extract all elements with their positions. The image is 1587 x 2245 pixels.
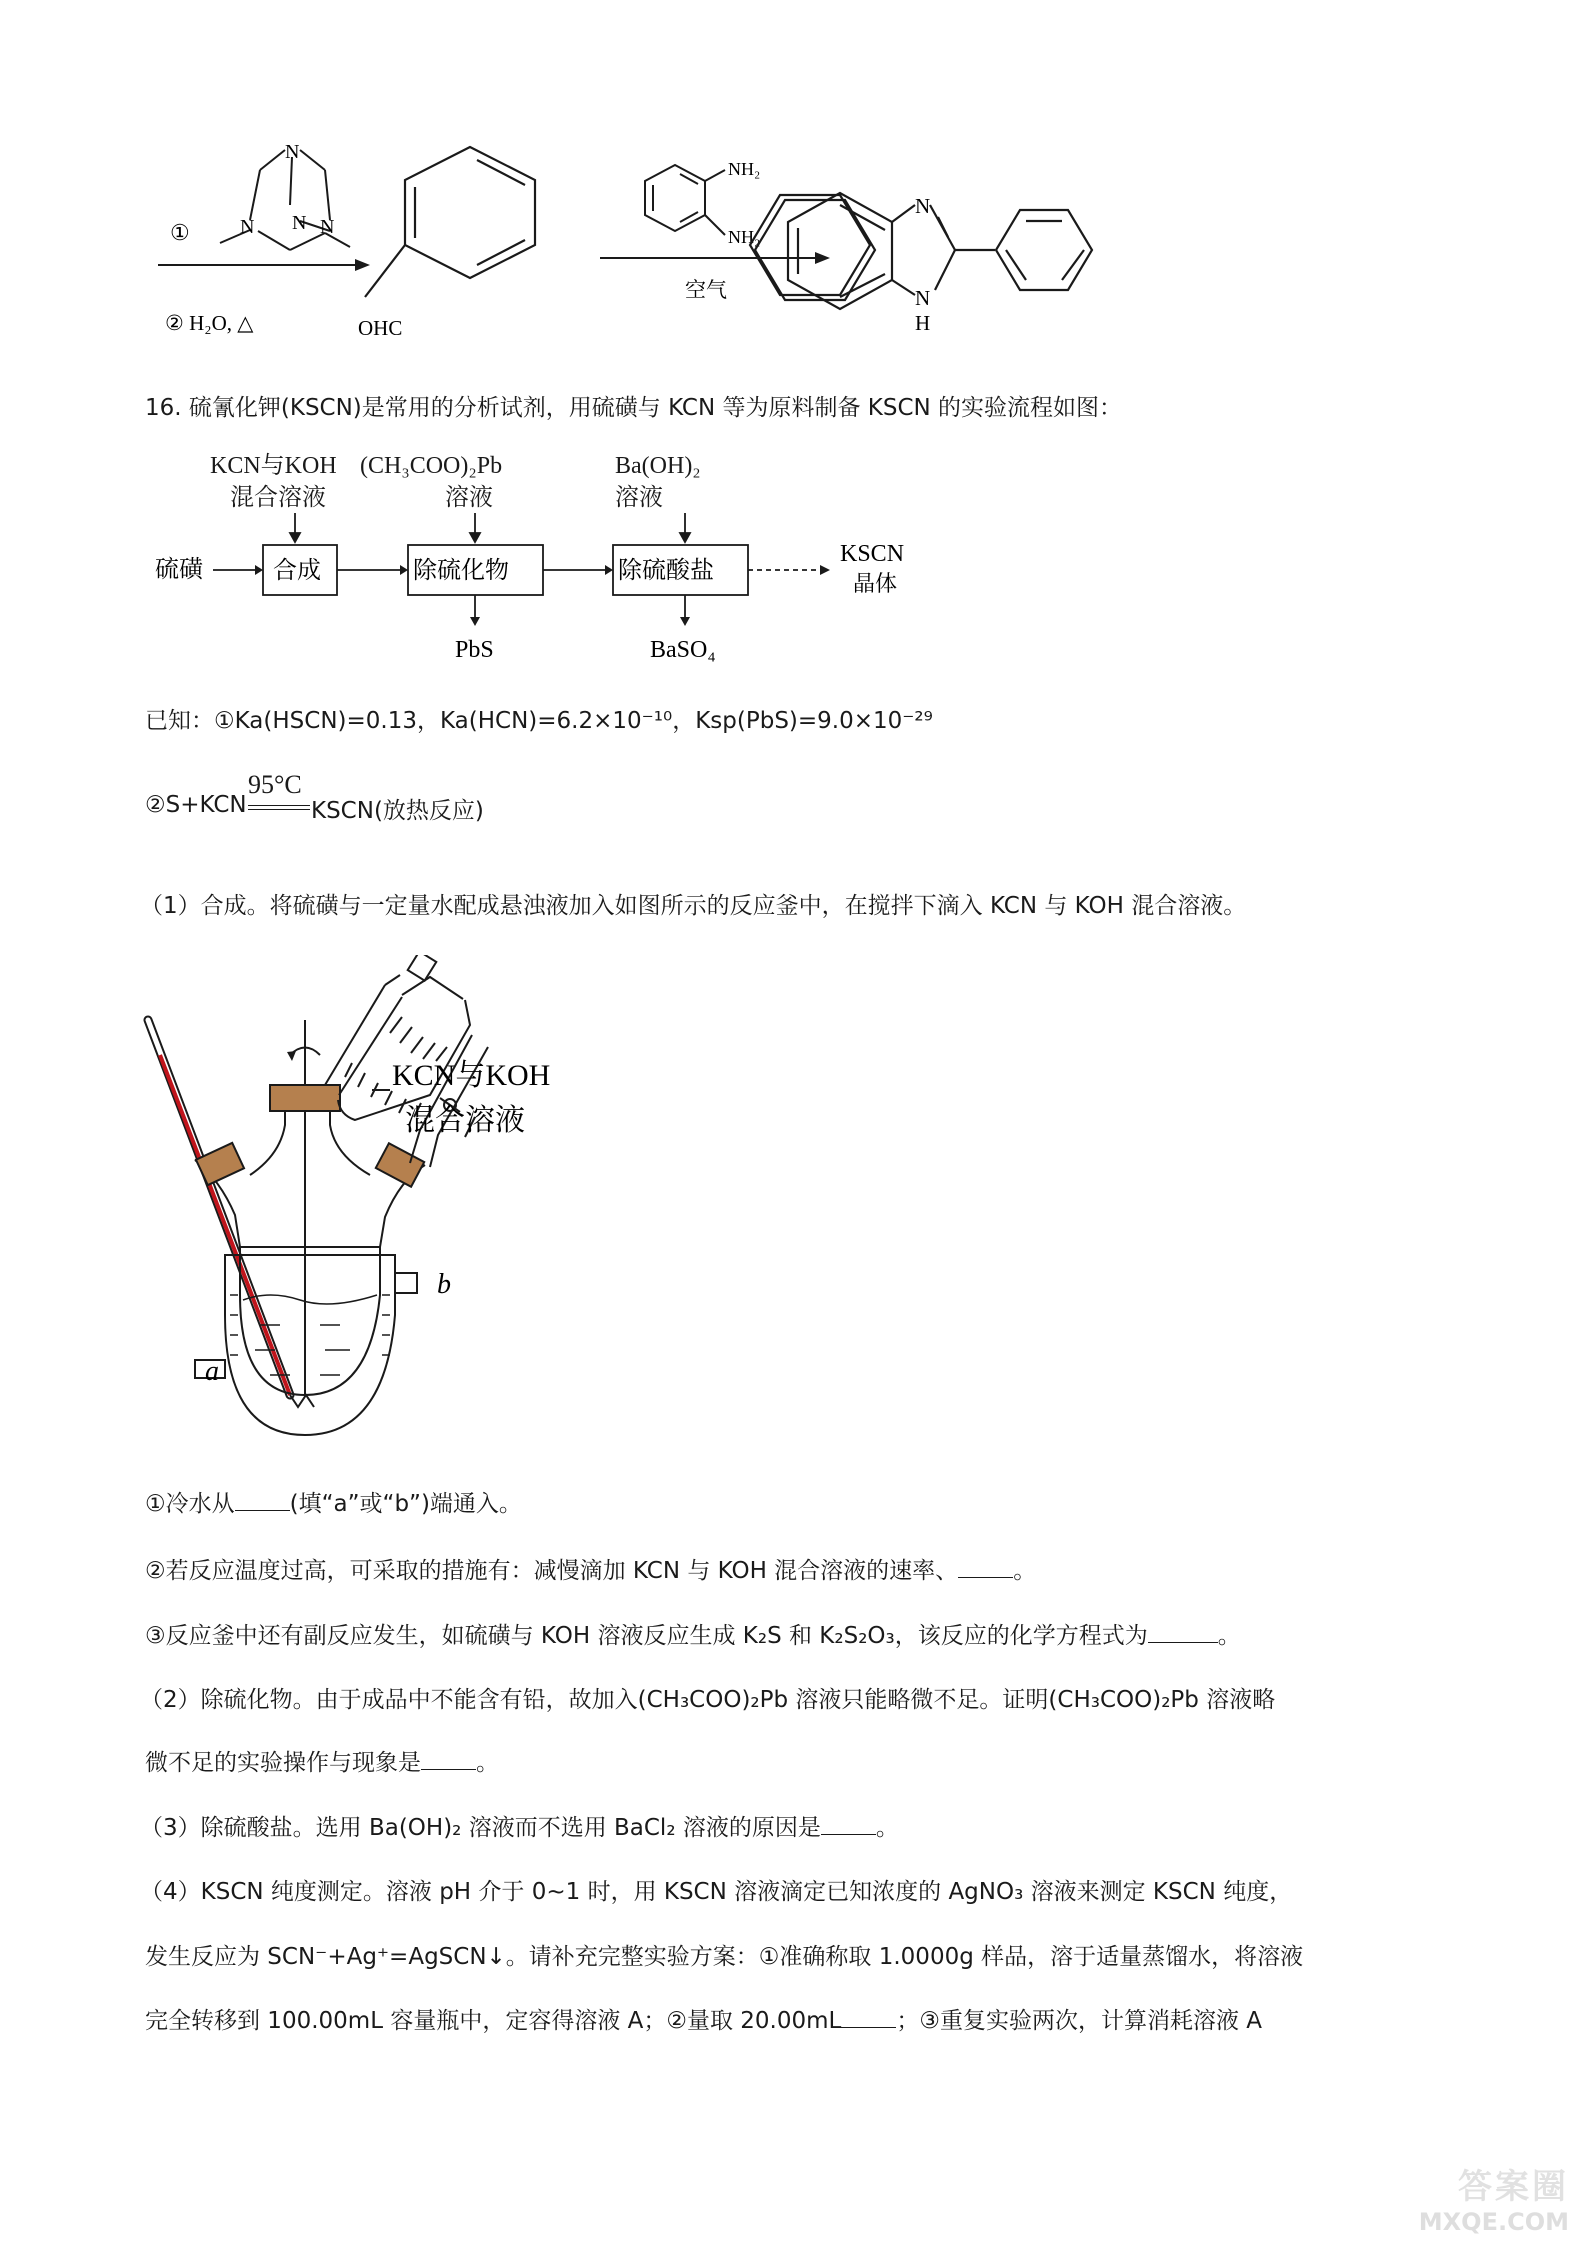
answer-blank-1-1[interactable] bbox=[235, 1490, 290, 1511]
nh2-top: NH₂ bbox=[728, 159, 761, 179]
output2: PbS bbox=[455, 637, 494, 663]
benzimidazole-structure bbox=[750, 195, 875, 300]
question-1-3: ③反应釜中还有副反应发生，如硫磺与 KOH 溶液反应生成 K₂S 和 K₂S₂O₃，该反应的化学方程式为 。 bbox=[145, 1623, 1241, 1649]
question-4-line3: 完全转移到 100.00mL 容量瓶中，定容得溶液 A；②量取 20.00mL ；③重复实验两次，计算消耗溶液 A bbox=[145, 2008, 1263, 2034]
flow-start: 硫磺 bbox=[155, 555, 203, 583]
arrow2-condition: 空气 bbox=[685, 278, 727, 302]
benzaldehyde-structure bbox=[365, 147, 535, 297]
question-2-line1: （2）除硫化物。由于成品中不能含有铅，故加入(CH₃COO)₂Pb 溶液只能略微不足。证明(CH₃COO)₂Pb 溶液略 bbox=[140, 1687, 1276, 1713]
known-2 bbox=[145, 770, 705, 830]
product-n: N bbox=[915, 194, 931, 218]
answer-blank-2[interactable] bbox=[421, 1749, 476, 1770]
step1-label: ① bbox=[170, 220, 190, 245]
question-2-line2: 微不足的实验操作与现象是 。 bbox=[145, 1750, 499, 1776]
process-flowchart bbox=[145, 445, 965, 675]
known2-right: KSCN(放热反应) bbox=[311, 798, 484, 824]
stopper-right bbox=[376, 1143, 424, 1187]
watermark-logo: 答案圈 MXQE.COM bbox=[1418, 2167, 1569, 2236]
question-1-1: ①冷水从 (填“a”或“b”)端通入。 bbox=[145, 1491, 522, 1517]
known2-condition: 95°C bbox=[248, 770, 302, 799]
box3-label: 除硫酸盐 bbox=[618, 556, 714, 584]
thermometer bbox=[148, 1020, 290, 1395]
input2-line1: (CH₃COO)₂Pb bbox=[360, 453, 503, 479]
box2-label: 除硫化物 bbox=[413, 556, 509, 584]
nh2-bottom: NH₂ bbox=[728, 227, 761, 247]
answer-blank-1-2[interactable] bbox=[958, 1557, 1013, 1578]
hexamine-n-left: N bbox=[240, 216, 255, 238]
product-line1: KSCN bbox=[840, 541, 905, 567]
product-nh-h: H bbox=[915, 311, 931, 335]
product-line2: 晶体 bbox=[853, 572, 898, 597]
reaction-apparatus bbox=[140, 955, 780, 1475]
funnel-label-line2: 混合溶液 bbox=[405, 1103, 525, 1138]
input3-line2: 溶液 bbox=[615, 483, 663, 511]
aldehyde-label: OHC bbox=[358, 316, 403, 340]
question-4-line1: （4）KSCN 纯度测定。溶液 pH 介于 0~1 时，用 KSCN 溶液滴定已知浓度的 AgNO₃ 溶液来测定 KSCN 纯度， bbox=[140, 1879, 1293, 1905]
phenylenediamine-structure bbox=[645, 165, 725, 235]
answer-blank-3[interactable] bbox=[821, 1814, 876, 1835]
product-nh-n: N bbox=[915, 286, 931, 310]
answer-blank-1-3[interactable] bbox=[1148, 1622, 1218, 1643]
hexamine-n-right: N bbox=[320, 216, 335, 238]
answer-blank-4[interactable] bbox=[841, 2007, 896, 2028]
question-4-line2: 发生反应为 SCN⁻+Ag⁺=AgSCN↓。请补充完整实验方案：①准确称取 1.0000g 样品，溶于适量蒸馏水，将溶液 bbox=[145, 1944, 1304, 1970]
output3: BaSO₄ bbox=[650, 637, 716, 663]
question-1: （1）合成。将硫磺与一定量水配成悬浊液加入如图所示的反应釜中，在搅拌下滴入 KCN 与 KOH 混合溶液。 bbox=[140, 893, 1247, 919]
known2-left: ②S+KCN bbox=[145, 792, 247, 818]
input1-line1: KCN与KOH bbox=[210, 453, 337, 479]
stopper-left bbox=[196, 1143, 244, 1185]
funnel-label-line1: KCN与KOH bbox=[392, 1059, 551, 1092]
step2-label: ② H₂O, △ bbox=[165, 311, 254, 335]
hexamine-n-top: N bbox=[285, 141, 300, 163]
port-b-label: b bbox=[437, 1269, 451, 1300]
equals-sign bbox=[248, 805, 310, 810]
box1-label: 合成 bbox=[273, 556, 321, 584]
port-a-label: a bbox=[205, 1356, 219, 1387]
input3-line1: Ba(OH)₂ bbox=[615, 453, 701, 479]
hexamine-n-center: N bbox=[292, 212, 307, 234]
stopper-center bbox=[270, 1085, 340, 1111]
question-1-2: ②若反应温度过高，可采取的措施有：减慢滴加 KCN 与 KOH 混合溶液的速率、 。 bbox=[145, 1558, 1037, 1584]
question-3: （3）除硫酸盐。选用 Ba(OH)₂ 溶液而不选用 BaCl₂ 溶液的原因是 。 bbox=[140, 1815, 899, 1841]
question-16-intro: 16. 硫氰化钾(KSCN)是常用的分析试剂，用硫磺与 KCN 等为原料制备 KSCN 的实验流程如图： bbox=[145, 395, 1123, 421]
reaction-scheme bbox=[140, 125, 1270, 355]
known-1: 已知：①Ka(HSCN)=0.13，Ka(HCN)=6.2×10⁻¹⁰，Ksp(PbS)=9.0×10⁻²⁹ bbox=[145, 708, 933, 734]
input2-line2: 溶液 bbox=[445, 483, 493, 511]
input1-line2: 混合溶液 bbox=[230, 483, 326, 511]
